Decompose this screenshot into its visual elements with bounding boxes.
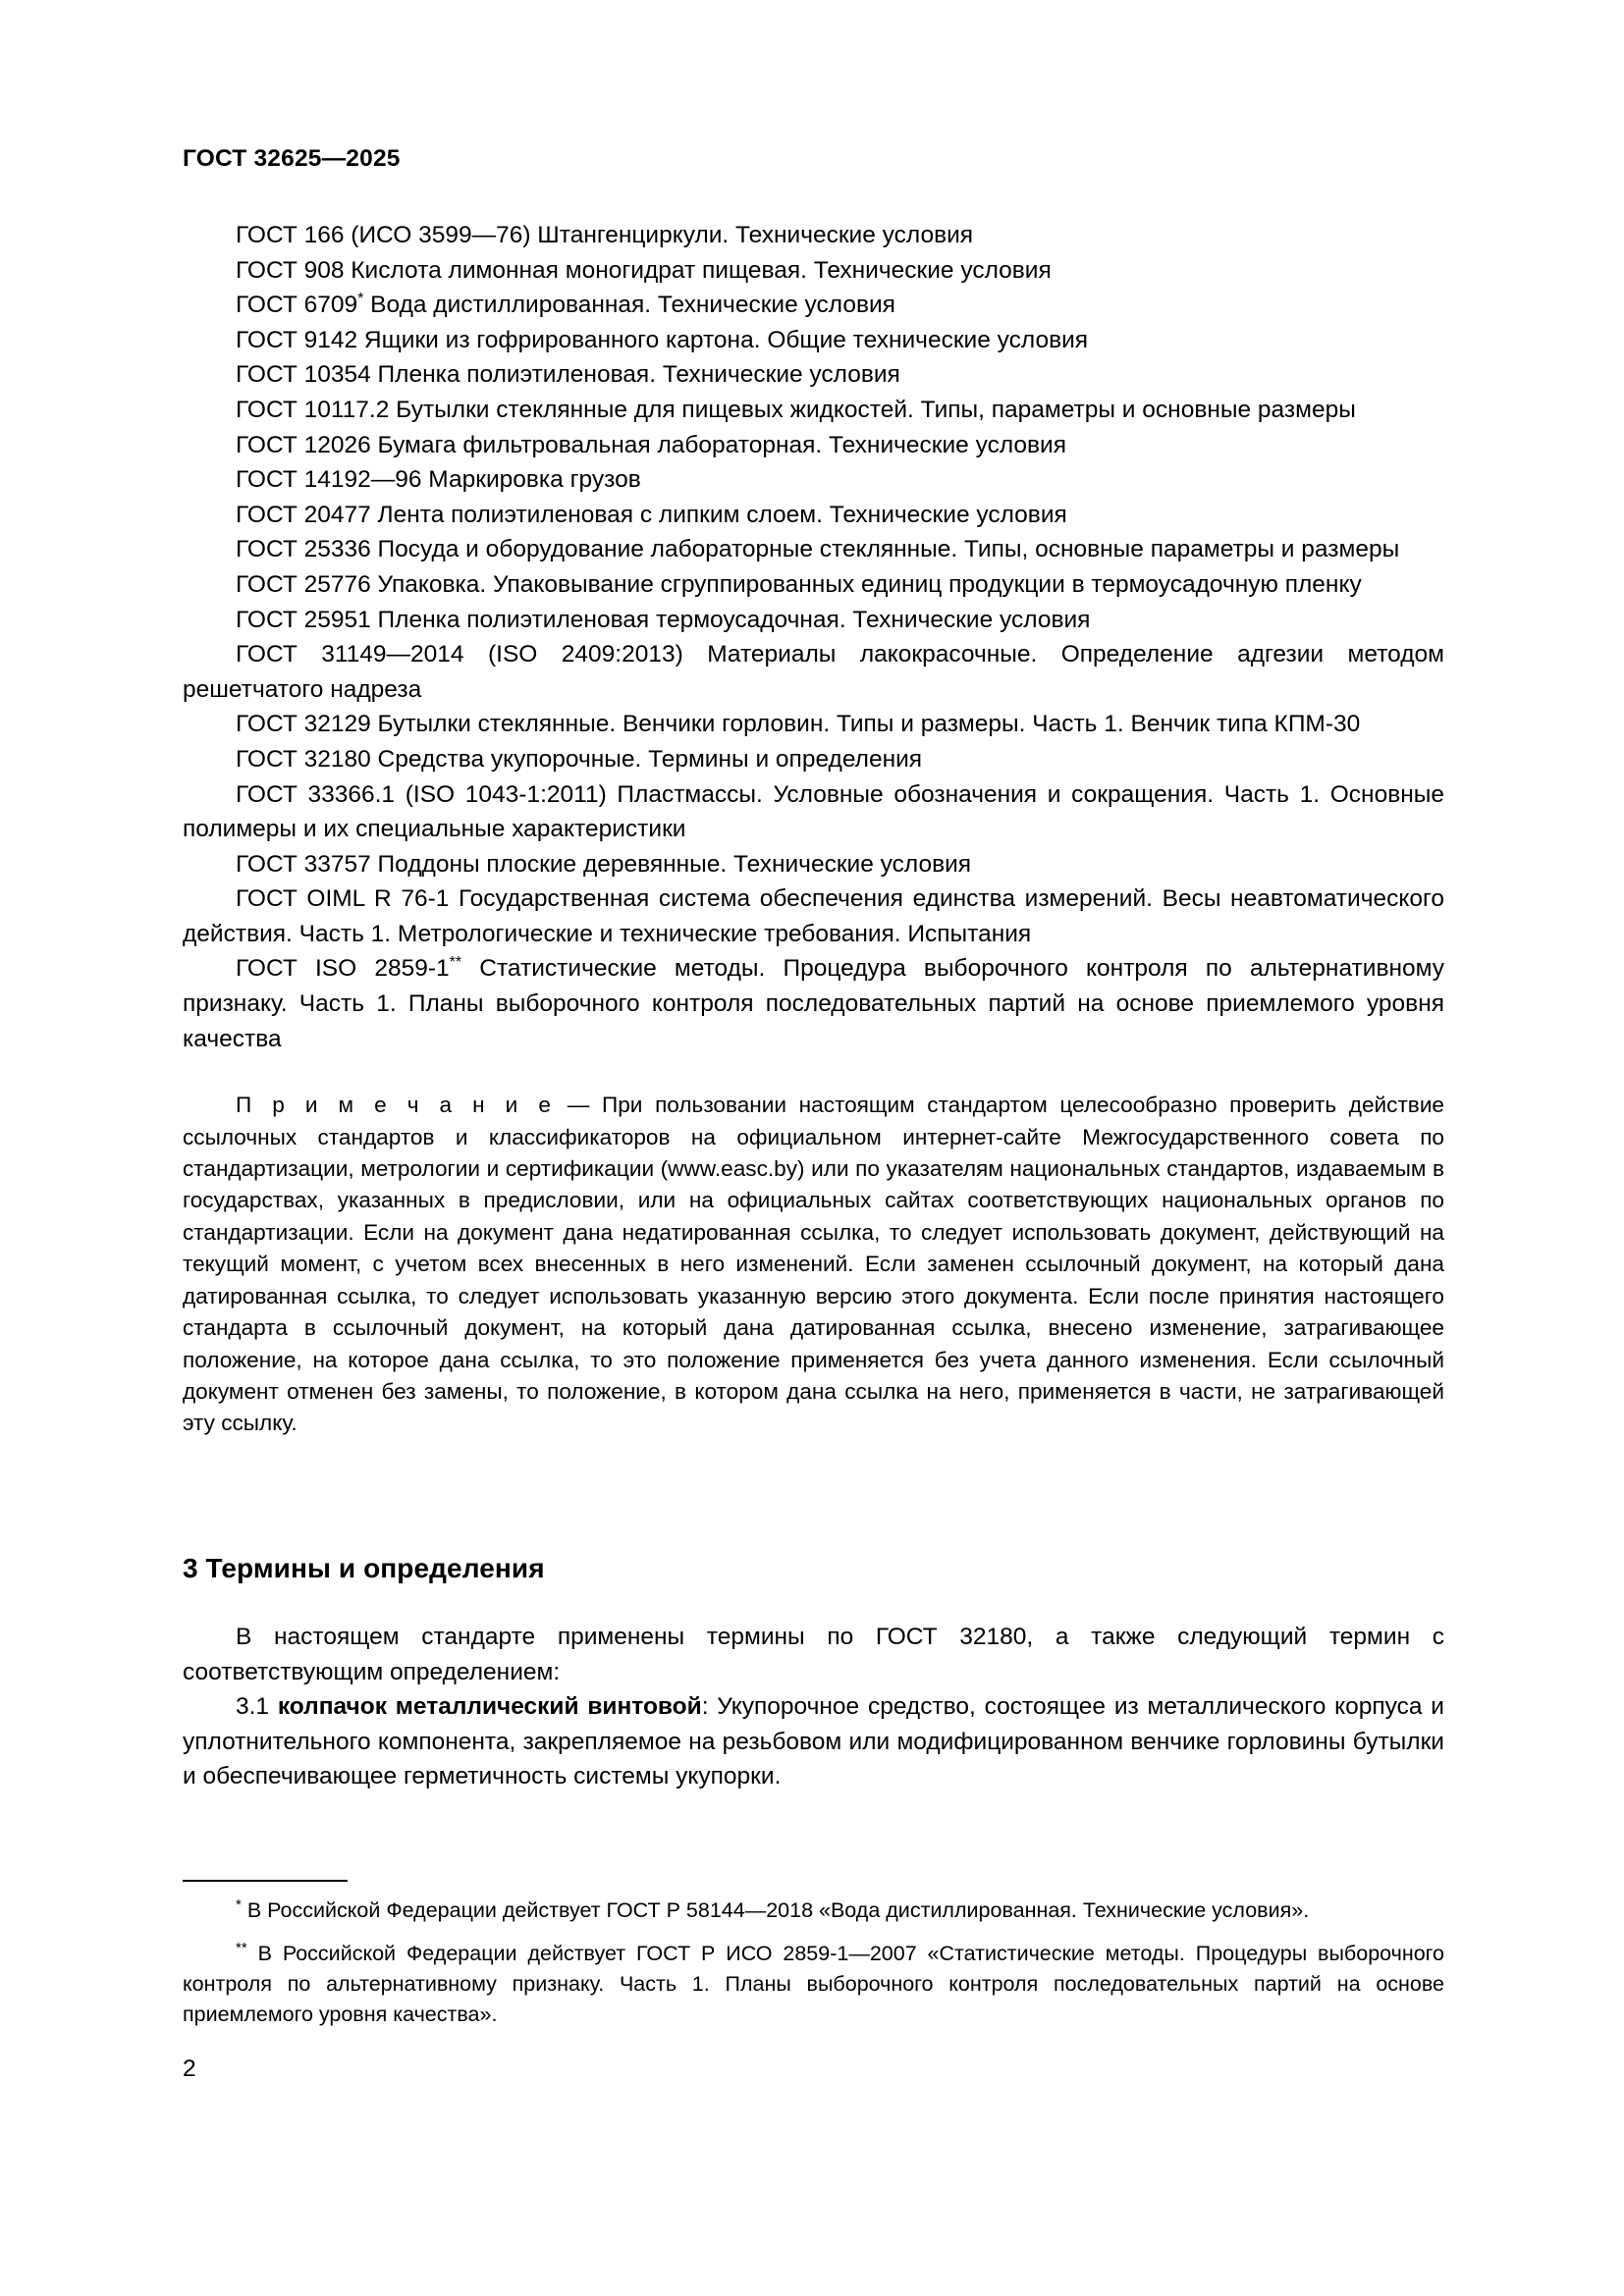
reference-text-cont: Статистические методы. Процедура выборочного контроля по альтернативному признаку. Часть 1. Планы выборочного контроля последовательных партий на основе приемлемого уровня качества <box>183 955 1444 1052</box>
reference-item <box>183 393 1444 428</box>
reference-text: ГОСТ 25776 Упаковка. Упаковывание сгруппированных единиц продукции в термоусадочную пленку <box>236 570 1362 598</box>
reference-text: ГОСТ 12026 Бумага фильтровальная лабораторная. Технические условия <box>236 431 1067 458</box>
footnote-text: В Российской Федерации действует ГОСТ Р 58144—2018 «Вода дистиллированная. Технические условия». <box>241 1898 1310 1922</box>
footnote-marker: * <box>357 291 364 308</box>
reference-text: ГОСТ ISO 2859-1 <box>236 955 450 983</box>
footnote-marker: ** <box>449 954 462 972</box>
reference-item <box>183 532 1444 567</box>
reference-text: ГОСТ 31149—2014 (ISO 2409:2013) Материалы лакокрасочные. Определение адгезии методом решетчатого надреза <box>183 641 1444 703</box>
reference-item <box>183 253 1444 289</box>
footnote-marker: ** <box>236 1939 247 1956</box>
reference-item <box>183 603 1444 638</box>
section-3-body <box>183 1620 1444 1794</box>
reference-text: ГОСТ 10354 Пленка полиэтиленовая. Технические условия <box>236 361 900 389</box>
note-label: П р и м е ч а н и е <box>236 1093 556 1118</box>
reference-text: ГОСТ 166 (ИСО 3599—76) Штангенциркули. Технические условия <box>236 222 974 248</box>
reference-item <box>183 847 1444 882</box>
section-intro-paragraph <box>183 1620 1444 1689</box>
reference-text: ГОСТ 32180 Средства укупорочные. Термины и определения <box>236 745 923 773</box>
term-definition-text: : Укупорочное средство, состоящее из металлического корпуса и уплотнительного компонента, закрепляемое на резьбовом или модифицированном венчике горловины бутылки и обеспечивающее герметичность системы укупорки. <box>183 1693 1444 1790</box>
reference-item <box>183 498 1444 533</box>
term-definition-3-1 <box>183 1689 1444 1794</box>
reference-text: ГОСТ 33757 Поддоны плоские деревянные. Технические условия <box>236 850 972 878</box>
footnote-gap <box>183 1926 1444 1939</box>
running-head: ГОСТ 32625—2025 <box>183 145 401 172</box>
reference-item <box>183 218 1444 253</box>
footnotes-block <box>183 1880 1444 2030</box>
reference-item <box>183 567 1444 603</box>
reference-text: ГОСТ 6709 <box>236 292 358 319</box>
section-heading-3: 3 Термины и определения <box>183 1553 545 1583</box>
section-intro-text: В настоящем стандарте применены термины по ГОСТ 32180, а также следующий термин с соответствующим определением: <box>183 1624 1444 1685</box>
reference-text: ГОСТ 33366.1 (ISO 1043-1:2011) Пластмассы. Условные обозначения и сокращения. Часть 1. Основные полимеры и их специальные характеристики <box>183 780 1444 843</box>
reference-item <box>183 742 1444 777</box>
reference-text: ГОСТ 25336 Посуда и оборудование лабораторные стеклянные. Типы, основные параметры и размеры <box>236 536 1400 563</box>
footnote-text: В Российской Федерации действует ГОСТ Р ИСО 2859-1—2007 «Статистические методы. Процедуры выборочного контроля по альтернативному признаку. Часть 1. Планы выборочного контроля последовательных партий на основе приемлемого уровня качества». <box>183 1942 1444 2026</box>
reference-item <box>183 288 1444 323</box>
reference-text: ГОСТ OIML R 76-1 Государственная система обеспечения единства измерений. Весы неавтоматического действия. Часть 1. Метрологические и технические требования. Испытания <box>183 885 1444 947</box>
page-content <box>183 0 1444 2296</box>
reference-text: ГОСТ 20477 Лента полиэтиленовая с липким слоем. Технические условия <box>236 501 1067 528</box>
reference-text: ГОСТ 25951 Пленка полиэтиленовая термоусадочная. Технические условия <box>236 606 1091 633</box>
reference-text-cont: Вода дистиллированная. Технические условия <box>363 292 895 319</box>
reference-text: ГОСТ 9142 Ящики из гофрированного картона. Общие технические условия <box>236 326 1089 353</box>
footnote-marker: * <box>236 1896 242 1913</box>
reference-item <box>183 881 1444 951</box>
reference-item <box>183 637 1444 707</box>
note-text: При пользовании настоящим стандартом целесообразно проверить действие ссылочных стандартов и классификаторов на официальном интернет-сайте Межгосударственного совета по стандартизации, метрологии и сертификации (www.easc.by) или по указателям национальных стандартов, издаваемым в государствах, указанных в предисловии, или на официальных сайтах соответствующих национальных органов по стандартизации. Если на документ дана недатированная ссылка, то следует использовать документ, действующий на текущий момент, с учетом всех внесенных в него изменений. Если заменен ссылочный документ, на который дана датированная ссылка, то следует использовать указанную версию этого документа. Если после принятия настоящего стандарта в ссылочный документ, на который дана датированная ссылка, внесено изменение, затрагивающее положение, на которое дана ссылка, то это положение применяется без учета данного изменения. Если ссылочный документ отменен без замены, то положение, в котором дана ссылка на него, применяется в части, не затрагивающей эту ссылку. <box>183 1093 1445 1436</box>
reference-text: ГОСТ 908 Кислота лимонная моногидрат пищевая. Технические условия <box>236 256 1052 284</box>
footnote-separator-rule <box>183 1880 348 1882</box>
term-name: колпачок металлический винтовой <box>277 1693 702 1721</box>
page-number: 2 <box>183 2056 196 2082</box>
footnote-item <box>183 1939 1444 2030</box>
reference-item <box>183 707 1444 742</box>
reference-text: ГОСТ 32129 Бутылки стеклянные. Венчики горловин. Типы и размеры. Часть 1. Венчик типа КПМ-30 <box>236 711 1361 738</box>
reference-text: ГОСТ 10117.2 Бутылки стеклянные для пищевых жидкостей. Типы, параметры и основные размеры <box>236 396 1356 423</box>
reference-item <box>183 428 1444 463</box>
reference-text: ГОСТ 14192—96 Маркировка грузов <box>236 466 641 494</box>
reference-item <box>183 951 1444 1056</box>
note-block <box>183 1090 1444 1439</box>
term-number: 3.1 <box>236 1693 278 1721</box>
reference-item <box>183 777 1444 847</box>
normative-references-list <box>183 218 1444 1440</box>
note-paragraph <box>183 1090 1444 1439</box>
footnote-item <box>183 1896 1444 1926</box>
reference-item <box>183 462 1444 498</box>
note-dash: — <box>555 1093 602 1118</box>
reference-item <box>183 357 1444 393</box>
reference-item <box>183 323 1444 358</box>
